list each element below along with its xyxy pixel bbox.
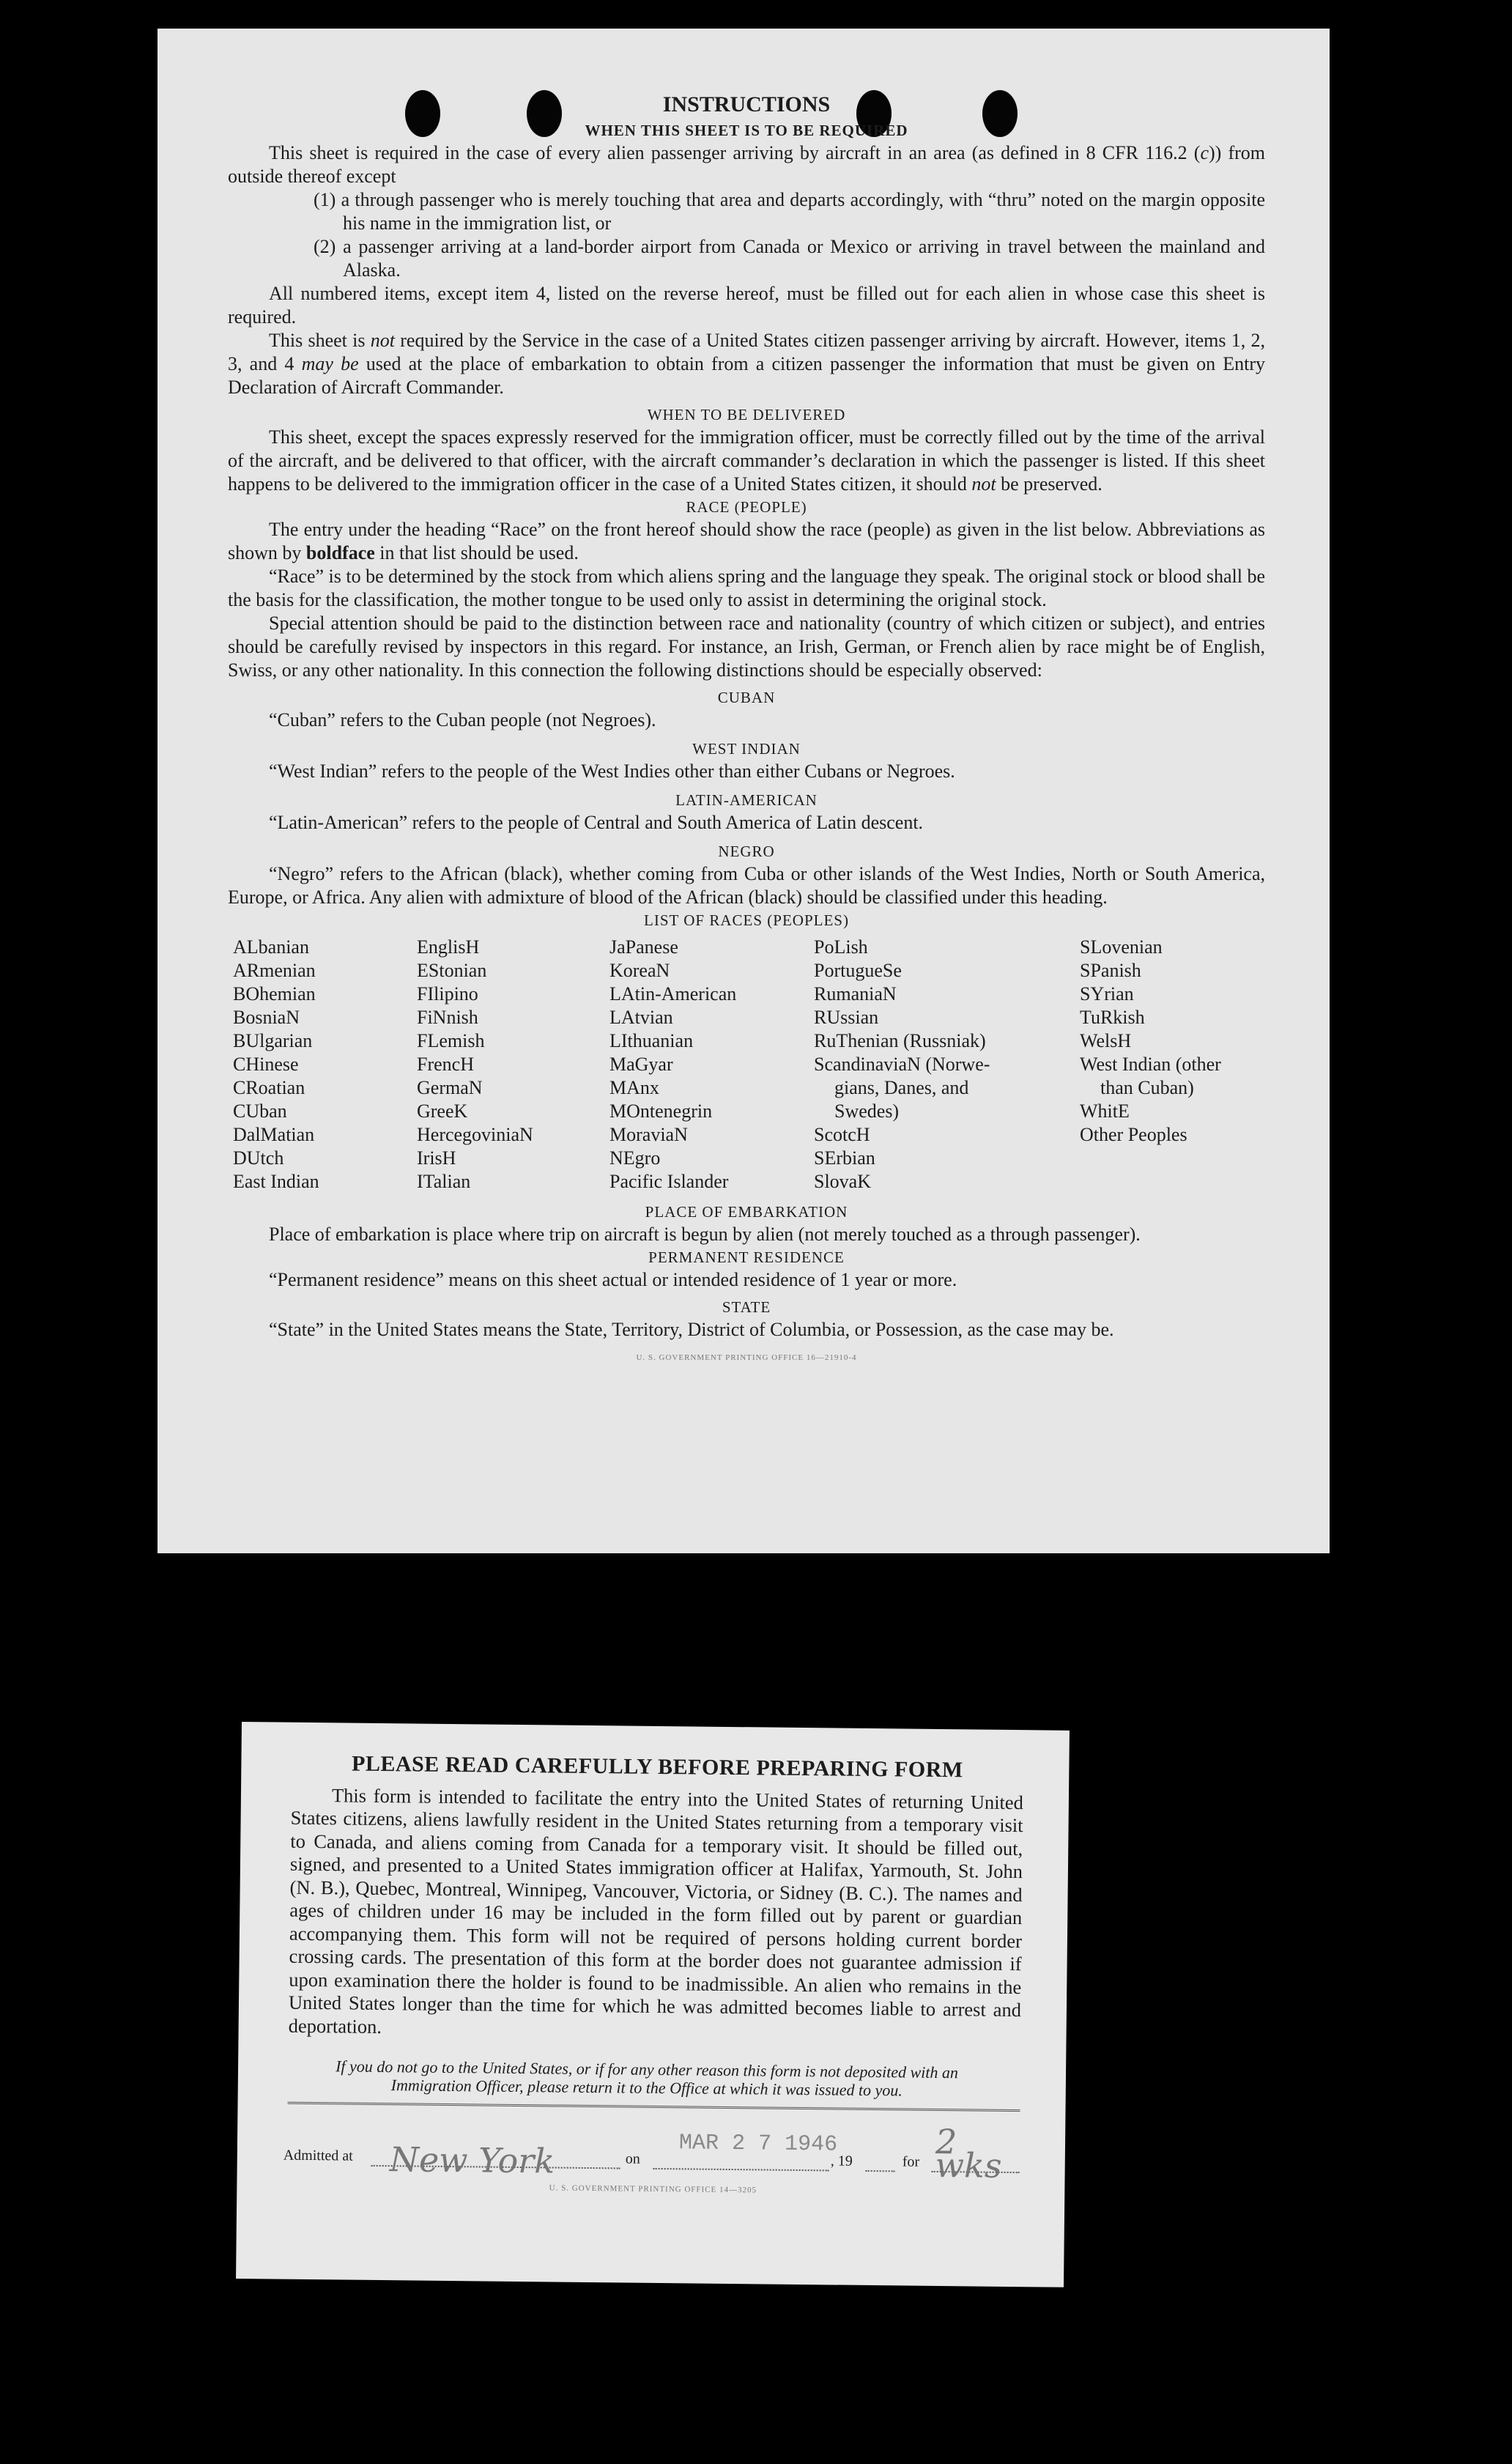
race-item: LAtin-American xyxy=(609,983,737,1005)
paragraph: “Race” is to be determined by the stock from which aliens spring and the language they speak. The original stock or blood shall be the basis for the classification, the mother tongue to be used only to assist in determining the original stock. xyxy=(228,566,1265,610)
card-title: PLEASE READ CAREFULLY BEFORE PREPARING FORM xyxy=(351,1751,963,1783)
race-item: MoraviaN xyxy=(609,1124,688,1145)
race-item: GreeK xyxy=(417,1100,468,1122)
race-item: MOntenegrin xyxy=(609,1100,713,1122)
section-heading: STATE xyxy=(722,1298,771,1316)
race-item: SPanish xyxy=(1080,960,1141,981)
text: required by the Service in the case of a United States citizen passenger arriving by aircraft. However, items 1, 2, 3, and 4 xyxy=(228,330,1265,374)
text: boldface xyxy=(305,542,375,563)
for-handwriting: 2 wks xyxy=(935,2121,1002,2186)
text: This sheet is required in the case of every alien passenger arriving by aircraft in an area (as defined in 8 CFR 116.2 ( xyxy=(269,142,1201,163)
race-item: MAnx xyxy=(609,1077,659,1098)
section-heading: WEST INDIAN xyxy=(692,740,801,758)
instructions-sheet xyxy=(158,29,1330,1553)
paragraph: “Cuban” refers to the Cuban people (not Negroes). xyxy=(269,709,656,730)
admitted-label: Admitted at xyxy=(283,2147,353,2164)
race-item: Pacific Islander xyxy=(609,1171,729,1192)
race-item: WelsH xyxy=(1080,1030,1132,1051)
card-note: If you do not go to the United States, or if for any other reason this form is not deposited with an Immigration Officer, please return it to the Office at which it was issued to you. xyxy=(336,2057,959,2100)
dotted-line xyxy=(653,2168,829,2172)
section-heading: NEGRO xyxy=(718,843,775,860)
printer-imprint: U. S. GOVERNMENT PRINTING OFFICE 14—3205 xyxy=(549,2183,757,2195)
paragraph: “State” in the United States means the State, Territory, District of Columbia, or Possession, as the case may be. xyxy=(269,1319,1114,1340)
race-column xyxy=(609,936,814,1194)
race-item: CUban xyxy=(233,1100,287,1122)
text: )) from outside thereof except xyxy=(228,142,1266,187)
race-item: WhitE xyxy=(1080,1100,1130,1122)
text: used at the place of embarkation to obtain from a citizen passenger the information that must be given on Entry Declaration of Aircraft Commander. xyxy=(228,353,1266,398)
race-item: FIlipino xyxy=(417,983,478,1005)
race-item: ScandinaviaN (Norwe- xyxy=(814,1054,990,1075)
paragraph: All numbered items, except item 4, listed on the reverse hereof, must be filled out for each alien in whose case this sheet is required. xyxy=(228,283,1265,328)
list-item: (2) a passenger arriving at a land-border airport from Canada or Mexico or arriving in travel between the mainland and Alaska. xyxy=(314,236,1265,281)
for-label: for xyxy=(902,2153,920,2170)
race-item: MaGyar xyxy=(609,1054,673,1075)
race-item: East Indian xyxy=(233,1171,319,1192)
text: may be xyxy=(301,353,359,374)
race-item: SlovaK xyxy=(814,1171,871,1192)
text: The entry under the heading “Race” on the front hereof should show the race (people) as given in the list below. Abbreviations as shown by xyxy=(228,519,1265,563)
paragraph: “Permanent residence” means on this sheet actual or intended residence of 1 year or more. xyxy=(269,1269,957,1290)
paragraph xyxy=(228,426,1265,496)
card-body: This form is intended to facilitate the entry into the United States of returning United States citizens, aliens lawfully resident in the United States returning from a temporary visit to Canada, and aliens coming from Canada for a temporary visit. It should be filled out, signed, and presented to a United States immigration officer at Halifax, Yarmouth, St. John (N. B.), Quebec, Montreal, Winnipeg, Vancouver, Victoria, or Sidney (B. C.). The names and ages of children under 16 may be included in the form filled out by parent or guardian accompanying them. This form will not be required of persons holding current border crossing cards. The presentation of this form at the border does not guarantee admission if upon examination there the holder is found to be inadmissible. An alien who remains in the United States longer than the time for which he was admitted becomes liable to arrest and deportation. xyxy=(288,1783,1024,2038)
race-list xyxy=(233,936,1265,1194)
race-item: LIthuanian xyxy=(609,1030,694,1051)
race-item: SYrian xyxy=(1080,983,1134,1005)
border-crossing-card xyxy=(236,1722,1070,2287)
admitted-at-handwriting: New York xyxy=(389,2139,555,2181)
race-item: ScotcH xyxy=(814,1124,870,1145)
race-item: Other Peoples xyxy=(1080,1124,1187,1145)
race-column xyxy=(233,936,417,1194)
admission-line xyxy=(283,2121,1020,2186)
year-label: , 19 xyxy=(830,2152,853,2169)
race-item: CRoatian xyxy=(233,1077,305,1098)
text: be preserved. xyxy=(996,473,1102,495)
race-item: PoLish xyxy=(814,936,868,958)
race-item: KoreaN xyxy=(609,960,670,981)
race-item: ALbanian xyxy=(233,936,309,958)
section-heading: LIST OF RACES (PEOPLES) xyxy=(644,911,849,929)
race-item: RumaniaN xyxy=(814,983,897,1005)
text: not xyxy=(370,330,395,351)
race-item: RUssian xyxy=(814,1007,879,1028)
race-item: FrencH xyxy=(417,1054,474,1075)
race-item: than Cuban) xyxy=(1100,1077,1194,1098)
date-stamp: MAR 2 7 1946 xyxy=(678,2130,838,2158)
race-item: TuRkish xyxy=(1080,1007,1145,1028)
race-item: BUlgarian xyxy=(233,1030,313,1051)
race-item: SLovenian xyxy=(1080,936,1163,958)
race-item: GermaN xyxy=(417,1077,483,1098)
section-heading: RACE (PEOPLE) xyxy=(686,498,807,516)
race-item: BosniaN xyxy=(233,1007,300,1028)
race-item: JaPanese xyxy=(609,936,678,958)
race-item: Swedes) xyxy=(834,1100,900,1122)
text: in that list should be used. xyxy=(374,542,579,563)
section-heading: PLACE OF EMBARKATION xyxy=(645,1203,848,1221)
section-heading: WHEN THIS SHEET IS TO BE REQUIRED xyxy=(585,122,908,139)
race-item: FiNnish xyxy=(417,1007,478,1028)
race-item: EStonian xyxy=(417,960,487,981)
section-heading: LATIN-AMERICAN xyxy=(675,791,818,809)
divider xyxy=(288,2102,1020,2112)
page-title: INSTRUCTIONS xyxy=(662,92,831,116)
paragraph: “Negro” refers to the African (black), whether coming from Cuba or other islands of the West Indies, North or South America, Europe, or Africa. Any alien with admixture of blood of the African (black) should be classified under this heading. xyxy=(228,863,1265,908)
paragraph xyxy=(228,329,1265,399)
race-item: CHinese xyxy=(233,1054,299,1075)
paragraph: “West Indian” refers to the people of the West Indies other than either Cubans or Negroes. xyxy=(269,761,955,782)
text: This sheet is xyxy=(269,330,371,351)
race-column xyxy=(814,936,1080,1194)
race-item: ARmenian xyxy=(233,960,316,981)
paragraph: Place of embarkation is place where trip on aircraft is begun by alien (not merely touched as a through passenger). xyxy=(269,1224,1141,1245)
paragraph xyxy=(228,141,1265,188)
paragraph: “Latin-American” refers to the people of Central and South America of Latin descent. xyxy=(269,812,924,833)
printer-imprint: U. S. GOVERNMENT PRINTING OFFICE 16—21910-4 xyxy=(636,1353,857,1362)
on-label: on xyxy=(625,2150,640,2167)
race-item: PortugueSe xyxy=(814,960,902,981)
race-column xyxy=(1080,936,1270,1194)
race-item: DalMatian xyxy=(233,1124,315,1145)
text: This sheet, except the spaces expressly reserved for the immigration officer, must be correctly filled out by the time of the arrival of the aircraft, and be delivered to that officer, with the aircraft commander’s declaration in which the passenger is listed. If this sheet happens to be delivered to the immigration officer in the case of a United States citizen, it should xyxy=(228,426,1265,495)
section-heading: CUBAN xyxy=(717,689,776,706)
race-item: IrisH xyxy=(417,1147,456,1169)
paragraph: Special attention should be paid to the distinction between race and nationality (country of which citizen or subject), and entries should be carefully revised by inspectors in this regard. For instance, an Irish, German, or French alien by race might be of English, Swiss, or any other nationality. In this connection the following distinctions should be especially observed: xyxy=(228,613,1265,681)
instructions-content xyxy=(228,87,1265,1369)
race-item: SErbian xyxy=(814,1147,875,1169)
paragraph xyxy=(228,518,1265,565)
race-item: ITalian xyxy=(417,1171,471,1192)
text: c xyxy=(1200,142,1209,163)
section-heading: PERMANENT RESIDENCE xyxy=(648,1248,845,1266)
race-item: HercegoviniaN xyxy=(417,1124,533,1145)
race-item: FLemish xyxy=(417,1030,485,1051)
race-item: West Indian (other xyxy=(1080,1054,1221,1075)
race-item: LAtvian xyxy=(609,1007,673,1028)
list-item: (1) a through passenger who is merely touching that area and departs accordingly, with “thru” noted on the margin opposite his name in the immigration list, or xyxy=(314,189,1265,234)
race-item: NEgro xyxy=(609,1147,661,1169)
section-heading: WHEN TO BE DELIVERED xyxy=(647,406,846,423)
race-item: BOhemian xyxy=(233,983,316,1005)
dotted-line xyxy=(866,2170,895,2172)
text: not xyxy=(971,473,996,495)
race-item: gians, Danes, and xyxy=(834,1077,969,1098)
race-item: DUtch xyxy=(233,1147,284,1169)
race-column xyxy=(417,936,609,1194)
race-item: EnglisH xyxy=(417,936,480,958)
race-item: RuThenian (Russniak) xyxy=(814,1030,986,1051)
